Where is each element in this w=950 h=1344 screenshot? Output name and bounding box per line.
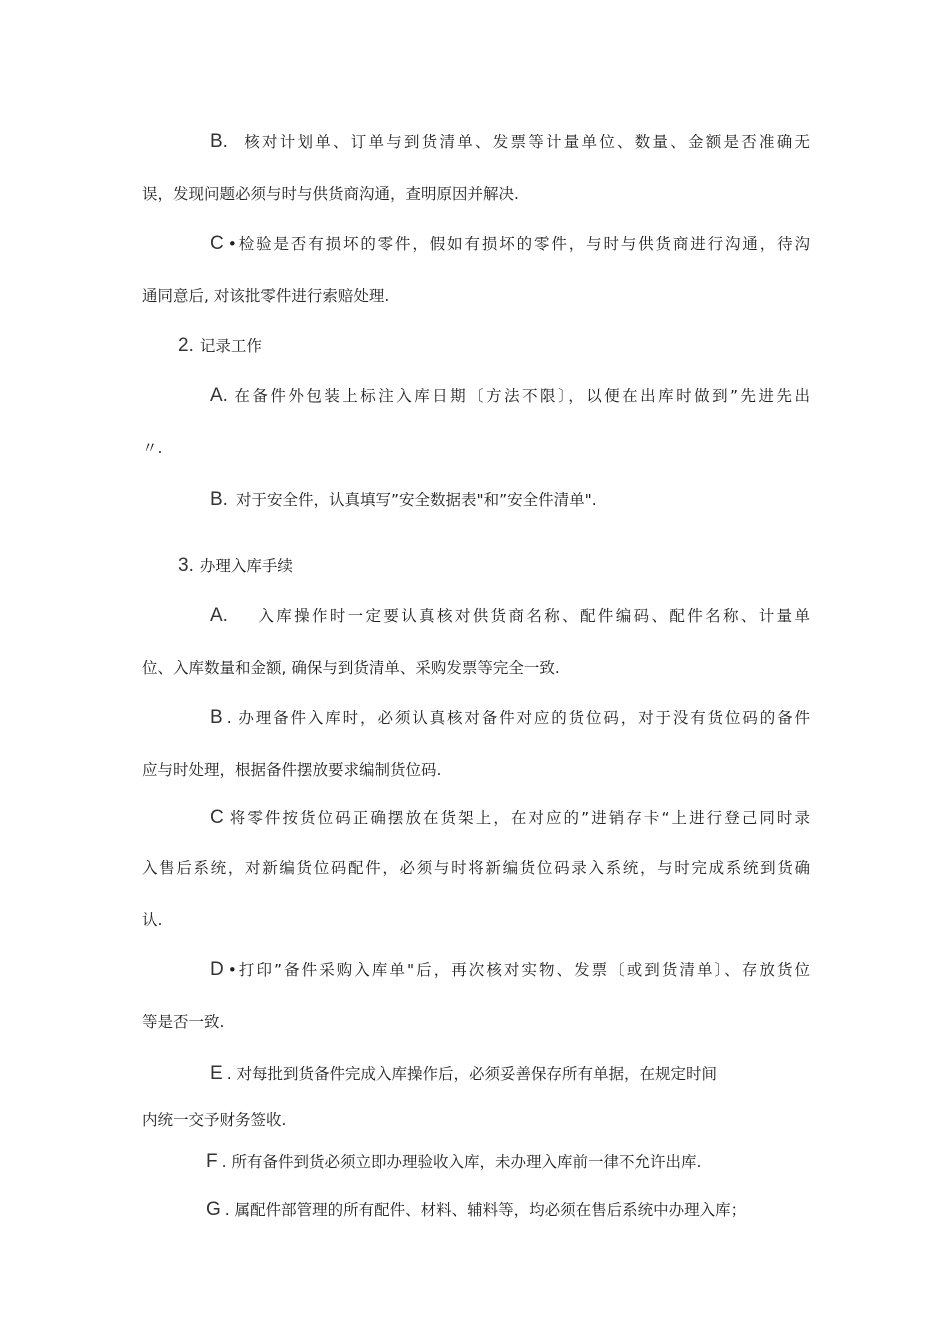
item-g3-line1 [206, 1200, 746, 1220]
item-f3-text1: . 所有备件到货必须立即办理验收入库，未办理入库前一律不允许出库. [221, 1153, 702, 1171]
item-d3-label: D [210, 959, 224, 980]
section-3-title: 办理入库手续 [199, 557, 293, 575]
item-a3-text1: 入库操作时一定要认真核对供货商名称、配件编码、配件名称、计量单 [255, 607, 810, 625]
item-b3-text1: . 办理备件入库时，必须认真核对备件对应的货位码，对于没有货位码的备件 [226, 709, 810, 727]
item-a2-text1: 在备件外包装上标注入库日期〔方法不限〕，以便在出库时做到”先进先出 [231, 387, 810, 405]
item-c3-label: C [210, 807, 224, 828]
item-g3-label: G [206, 1199, 221, 1220]
item-b1-line2: 误，发现问题必须与时与供货商沟通，查明原因并解决. [142, 185, 519, 203]
item-b2-line1 [210, 490, 597, 510]
section-2-number: 2. [178, 335, 194, 356]
item-b3-line2: 应与时处理，根据备件摆放要求编制货位码. [142, 761, 442, 779]
item-c1-label: C [210, 233, 224, 254]
section-3-number: 3. [178, 555, 194, 576]
item-a2-line1 [210, 386, 810, 406]
item-c3-line1 [210, 808, 810, 828]
section-3-heading [178, 556, 293, 576]
item-b2-label: B. [210, 489, 228, 510]
item-c3-line2: 入售后系统，对新编货位码配件，必须与时将新编货位码录入系统，与时完成系统到货确 [142, 859, 810, 877]
item-a3-line1 [210, 606, 810, 626]
item-e3-line1 [210, 1064, 717, 1084]
item-d3-text1: •打印”备件采购入库单"后，再次核对实物、发票〔或到货清单〕、存放货位 [227, 961, 810, 979]
item-e3-line2: 内统一交予财务签收. [142, 1111, 287, 1129]
item-a3-line2: 位、入库数量和金额, 确保与到货清单、采购发票等完全一致. [142, 659, 560, 677]
item-c1-text1: •检验是否有损坏的零件，假如有损坏的零件，与时与供货商进行沟通，待沟 [227, 235, 810, 253]
item-f3-label: F [206, 1151, 218, 1172]
item-b1-line1 [210, 132, 810, 152]
item-d3-line1 [210, 960, 810, 980]
item-a2-line2: 〃. [142, 439, 163, 457]
item-g3-text1: . 属配件部管理的所有配件、材料、辅料等，均必须在售后系统中办理入库； [224, 1201, 747, 1219]
item-c3-text1: 将零件按货位码正确摆放在货架上，在对应的”进销存卡“上进行登己同时录 [227, 809, 810, 827]
item-b1-label: B. [210, 131, 228, 152]
item-c1-line2: 通同意后, 对该批零件进行索赔处理. [142, 287, 390, 305]
item-a2-label: A. [210, 385, 228, 406]
item-d3-line2: 等是否一致. [142, 1013, 225, 1031]
item-c1-line1 [210, 234, 810, 254]
item-b2-text1: 对于安全件，认真填写”安全数据表"和”安全件清单". [235, 491, 597, 509]
item-a3-label: A. [210, 605, 228, 626]
item-e3-label: E [210, 1063, 223, 1084]
item-b1-text1: 核对计划单、订单与到货清单、发票等计量单位、数量、金额是否准确无 [241, 133, 810, 151]
item-b3-line1 [210, 708, 810, 728]
section-2-heading [178, 336, 262, 356]
item-f3-line1 [206, 1152, 701, 1172]
section-2-title: 记录工作 [199, 337, 262, 355]
item-e3-text1: . 对每批到货备件完成入库操作后，必须妥善保存所有单据，在规定时间 [226, 1065, 718, 1083]
item-b3-label: B [210, 707, 223, 728]
item-c3-line3: 认. [142, 911, 163, 929]
